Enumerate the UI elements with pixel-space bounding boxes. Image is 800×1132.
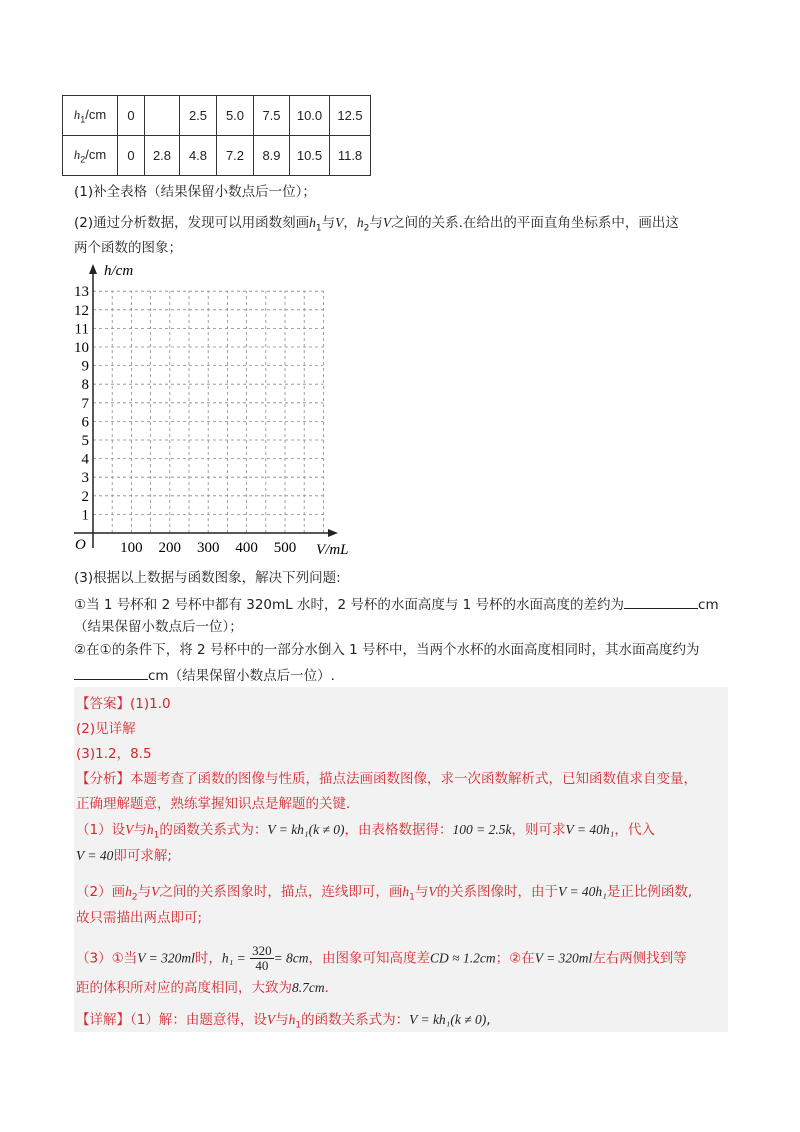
y-tick-label: 10 — [74, 340, 89, 356]
table-cell: 11.8 — [330, 136, 371, 176]
table-cell: 5.0 — [217, 96, 254, 136]
y-tick-label: 4 — [81, 451, 89, 468]
row-label-h2: $h_2/cm$ — [63, 136, 118, 176]
y-tick-label: 13 — [74, 284, 89, 301]
y-tick-label: 8 — [81, 377, 89, 394]
y-axis-arrow — [89, 264, 97, 274]
table-cell: 4.8 — [180, 136, 217, 176]
y-tick-label: 9 — [81, 358, 89, 375]
x-tick-label: 500 — [273, 540, 297, 556]
question-3-part1-note: （结果保留小数点后一位）； — [74, 619, 243, 635]
table-cell: 7.2 — [217, 136, 254, 176]
solution-step-1-line2: V = 40即可求解; — [76, 848, 172, 864]
table-row — [63, 136, 371, 176]
table-cell: 8.9 — [254, 136, 290, 176]
question-3-part2: ②在①的条件下，将 2 号杯中的一部分水倒入 1 号杯中，当两个水杯的水面高度相同时，其水面高度约为 — [74, 642, 700, 658]
answer-blank — [624, 594, 698, 609]
y-tick-label: 3 — [81, 470, 89, 487]
question-1: (1)补全表格（结果保留小数点后一位）； — [74, 184, 316, 200]
solution-step-2: （2）画$h_2$与V之间的关系图象时，描点，连线即可，画$h_1$与V的关系图像时，由于V = 40h₁是正比例函数, — [76, 884, 693, 903]
answer-line-3: (3)1.2，8.5 — [76, 746, 152, 762]
y-tick-label: 11 — [74, 321, 89, 338]
answer-line-1: 【答案】(1)1.0 — [76, 696, 171, 712]
table-row — [63, 96, 371, 136]
solution-step-3-line2: 距的体积所对应的高度相同，大致为8.7cm． — [76, 980, 339, 996]
solution-step-3: （3）①当V = 320ml时，h₁ = $\frac{320}{40}$ = 8cm，由图象可知高度差CD ≈ 1.2cm；②在V = 320ml左右两侧找到等 — [76, 943, 687, 973]
data-table — [62, 95, 371, 176]
question-3-part1: ①当 1 号杯和 2 号杯中都有 320mL 水时，2 号杯的水面高度与 1 号杯的水面高度的差约为 cm — [74, 594, 719, 615]
detailed-solution: 【详解】（1）解：由题意得，设V与$h_1$的函数关系式为：V = kh₁(k ≠ 0), — [76, 1012, 491, 1031]
table-cell: 0 — [118, 136, 145, 176]
solution-step-1: （1）设V与$h_1$的函数关系式为：V = kh₁(k ≠ 0)，由表格数据得：100 = 2.5k，则可求V = 40h₁，代入 — [76, 822, 655, 841]
y-tick-label: 2 — [81, 488, 89, 505]
table-cell: 0 — [118, 96, 145, 136]
y-tick-label: 7 — [81, 395, 89, 412]
table-cell: 2.8 — [145, 136, 180, 176]
analysis-line-2: 正确理解题意，熟练掌握知识点是解题的关键． — [76, 796, 360, 812]
answer-line-2: (2)见详解 — [76, 721, 136, 737]
grid-lines — [93, 291, 323, 533]
fraction: $\frac{320}{40}$ — [252, 943, 272, 973]
table-cell: 10.5 — [290, 136, 330, 176]
table-cell-blank — [145, 96, 180, 136]
question-2-line1: (2)通过分析数据，发现可以用函数刻画$h_1$与V，$h_2$与V之间的关系.在给出的平面直角坐标系中，画出这 — [74, 215, 679, 234]
x-tick-label: 200 — [158, 540, 182, 556]
y-tick-label: 6 — [81, 414, 89, 431]
origin-label: O — [75, 537, 86, 553]
row-label-h1: $h_1/cm$ — [63, 96, 118, 136]
answer-blank — [74, 665, 148, 680]
y-tick-label: 5 — [81, 433, 89, 449]
question-3-part2-line2: cm（结果保留小数点后一位）. — [74, 665, 335, 686]
y-tick-label: 12 — [74, 302, 89, 319]
x-axis-arrow — [328, 529, 338, 537]
question-3-intro: (3)根据以上数据与函数图象，解决下列问题: — [74, 570, 341, 586]
analysis-line-1: 【分析】本题考查了函数的图像与性质，描点法画函数图像，求一次函数解析式，已知函数值求自变量， — [76, 771, 697, 787]
y-tick-label: 1 — [81, 507, 89, 524]
table-cell: 10.0 — [290, 96, 330, 136]
table-cell: 7.5 — [254, 96, 290, 136]
y-axis-label: h/cm — [104, 263, 134, 279]
x-tick-label: 300 — [196, 540, 220, 556]
table-cell: 2.5 — [180, 96, 217, 136]
x-tick-label: 100 — [120, 540, 143, 556]
table-cell: 12.5 — [330, 96, 371, 136]
x-tick-label: 400 — [235, 540, 258, 556]
x-axis-label: V/mL — [316, 542, 349, 558]
solution-step-2-line2: 故只需描出两点即可; — [76, 910, 203, 926]
question-2-line2: 两个函数的图象； — [74, 240, 182, 256]
coordinate-grid — [60, 258, 380, 563]
